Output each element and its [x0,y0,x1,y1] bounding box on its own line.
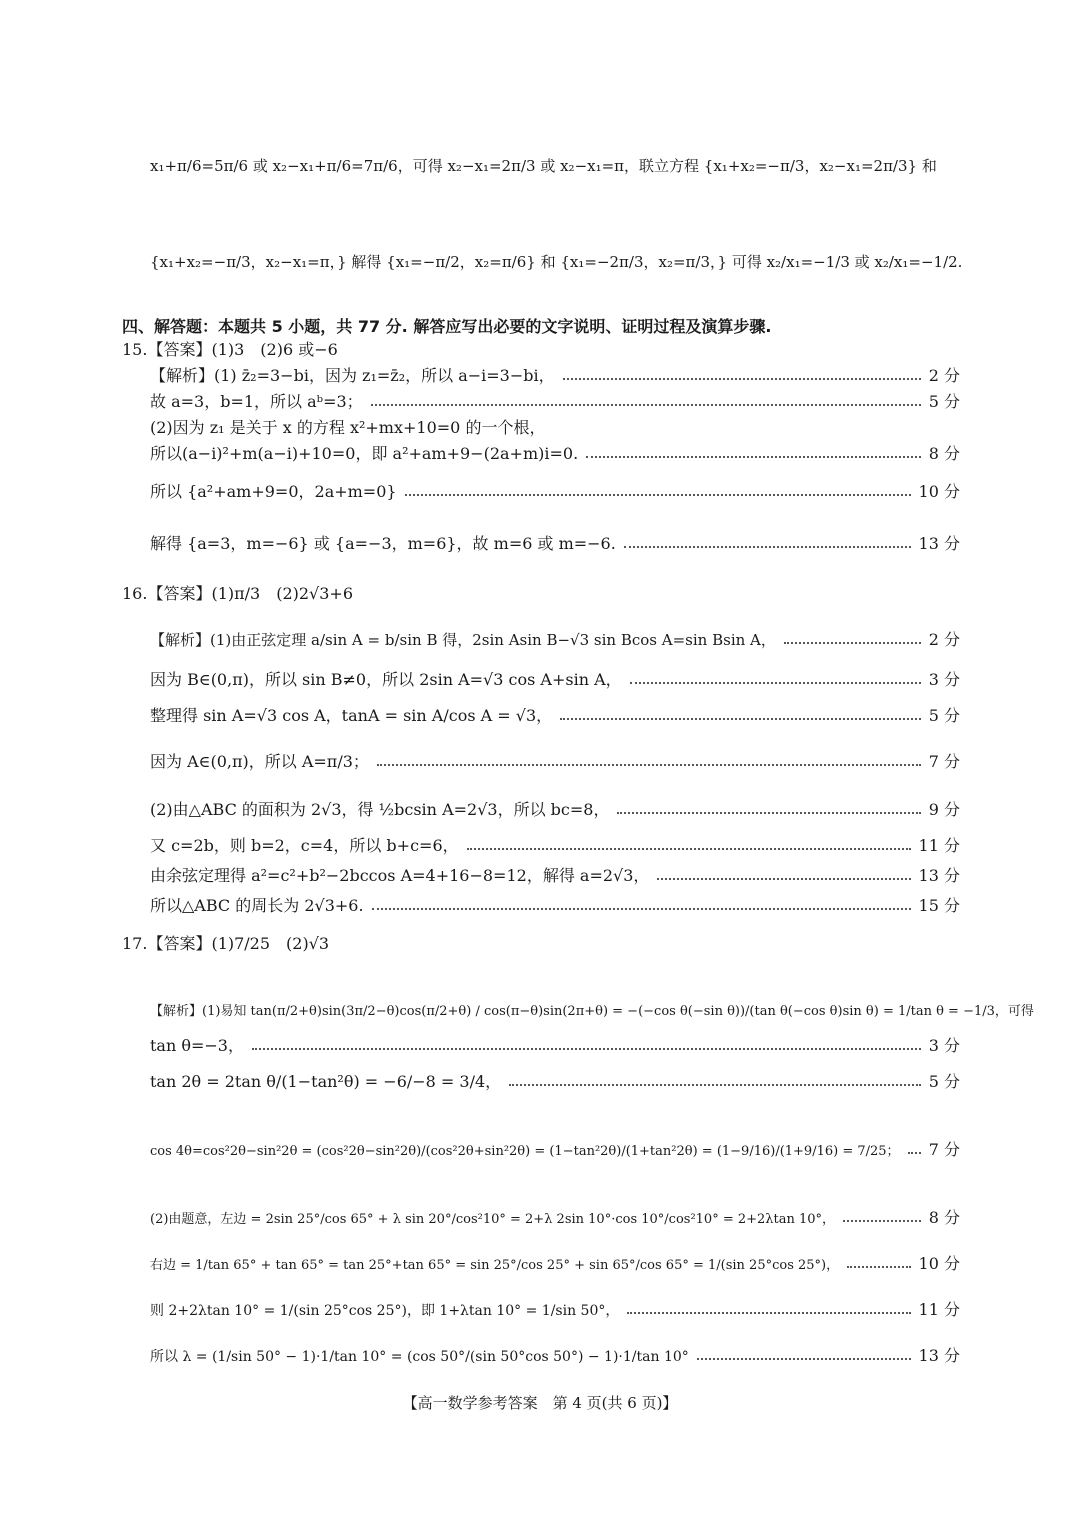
q17-line-6: 右边 = 1/tan 65° + tan 65° = tan 25°+tan 65° = sin 25°/cos 25° + sin 65°/cos 65° = 1/(sin 25°cos 25°)， 10 分 [150,1254,960,1273]
q16-line-6: 又 c=2b，则 b=2，c=4，所以 b+c=6， 11 分 [150,836,960,855]
math-line-continuation-1: x₁+π/6=5π/6 或 x₂−x₁+π/6=7π/6，可得 x₂−x₁=2π/3 或 x₂−x₁=π，联立方程 {x₁+x₂=−π/3，x₂−x₁=2π/3} 和 [150,157,937,175]
score: 3 分 [928,670,960,689]
score: 5 分 [928,1072,960,1091]
q15-line-5: 所以 {a²+am+9=0，2a+m=0} 10 分 [150,482,960,501]
q16-answer: 16.【答案】(1)π/3 (2)2√3+6 [122,584,354,603]
q16-line-8: 所以△ABC 的周长为 2√3+6. 15 分 [150,896,960,915]
section-heading: 四、解答题：本题共 5 小题，共 77 分. 解答应写出必要的文字说明、证明过程及演算步骤. [122,317,772,336]
q16-line-1: 【解析】(1)由正弦定理 a/sin A = b/sin B 得，2sin Asin B−√3 sin Bcos A=sin Bsin A， 2 分 [150,630,960,649]
q17-answer: 17.【答案】(1)7/25 (2)√3 [122,934,330,953]
score: 5 分 [928,706,960,725]
q17-line-2: tan θ=−3， 3 分 [150,1036,960,1055]
score: 8 分 [928,1208,960,1227]
score: 13 分 [918,866,960,885]
math-line-continuation-2: {x₁+x₂=−π/3，x₂−x₁=π，} 解得 {x₁=−π/2，x₂=π/6} 和 {x₁=−2π/3，x₂=π/3，} 可得 x₂/x₁=−1/3 或 x₂/x₁=−1/2. [150,253,963,271]
score: 11 分 [918,836,960,855]
score: 15 分 [918,896,960,915]
q16-line-5: (2)由△ABC 的面积为 2√3，得 ½bcsin A=2√3，所以 bc=8， 9 分 [150,800,960,819]
q16-line-4: 因为 A∈(0,π)，所以 A=π/3； 7 分 [150,752,960,771]
score: 13 分 [918,534,960,553]
score: 13 分 [918,1346,960,1365]
score: 5 分 [928,392,960,411]
score: 10 分 [918,482,960,501]
q15-line-1: 【解析】(1) z̄₂=3−bi，因为 z₁=z̄₂，所以 a−i=3−bi， 2 分 [150,366,960,385]
q17-line-8: 所以 λ = (1/sin 50° − 1)·1/tan 10° = (cos 50°/(sin 50°cos 50°) − 1)·1/tan 10° 13 分 [150,1346,960,1365]
score: 2 分 [928,630,960,649]
score: 7 分 [928,1140,960,1159]
score: 7 分 [928,752,960,771]
q15-line-6: 解得 {a=3，m=−6} 或 {a=−3，m=6}，故 m=6 或 m=−6. 13 分 [150,534,960,553]
q17-line-1: 【解析】(1)易知 tan(π/2+θ)sin(3π/2−θ)cos(π/2+θ) / cos(π−θ)sin(2π+θ) = −(−cos θ(−sin θ))/(tan θ(−cos θ)sin θ) = 1/tan θ = −1/3，可得 [150,1004,1034,1019]
q16-line-2: 因为 B∈(0,π)，所以 sin B≠0，所以 2sin A=√3 cos A+sin A， 3 分 [150,670,960,689]
q17-line-4: cos 4θ=cos²2θ−sin²2θ = (cos²2θ−sin²2θ)/(cos²2θ+sin²2θ) = (1−tan²2θ)/(1+tan²2θ) = (1−9/16)/(1+9/16) = 7/25； 7 分 [150,1140,960,1159]
score: 3 分 [928,1036,960,1055]
q15-line-2: 故 a=3，b=1，所以 aᵇ=3； 5 分 [150,392,960,411]
score: 10 分 [918,1254,960,1273]
q16-line-3: 整理得 sin A=√3 cos A，tanA = sin A/cos A = √3， 5 分 [150,706,960,725]
q15-line-3: (2)因为 z₁ 是关于 x 的方程 x²+mx+10=0 的一个根， [150,418,546,437]
score: 8 分 [928,444,960,463]
q17-line-7: 则 2+2λtan 10° = 1/(sin 25°cos 25°)，即 1+λtan 10° = 1/sin 50°， 11 分 [150,1300,960,1319]
q17-line-3: tan 2θ = 2tan θ/(1−tan²θ) = −6/−8 = 3/4， 5 分 [150,1072,960,1091]
score: 9 分 [928,800,960,819]
q17-line-5: (2)由题意，左边 = 2sin 25°/cos 65° + λ sin 20°/cos²10° = 2+λ 2sin 10°·cos 10°/cos²10° = 2+2λtan 10°， 8 分 [150,1208,960,1227]
q15-answer: 15.【答案】(1)3 (2)6 或−6 [122,340,338,359]
page-footer: 【高一数学参考答案 第 4 页(共 6 页)】 [402,1394,678,1412]
score: 2 分 [928,366,960,385]
q15-line-4: 所以(a−i)²+m(a−i)+10=0，即 a²+am+9−(2a+m)i=0. 8 分 [150,444,960,463]
q16-line-7: 由余弦定理得 a²=c²+b²−2bccos A=4+16−8=12，解得 a=2√3， 13 分 [150,866,960,885]
score: 11 分 [918,1300,960,1319]
